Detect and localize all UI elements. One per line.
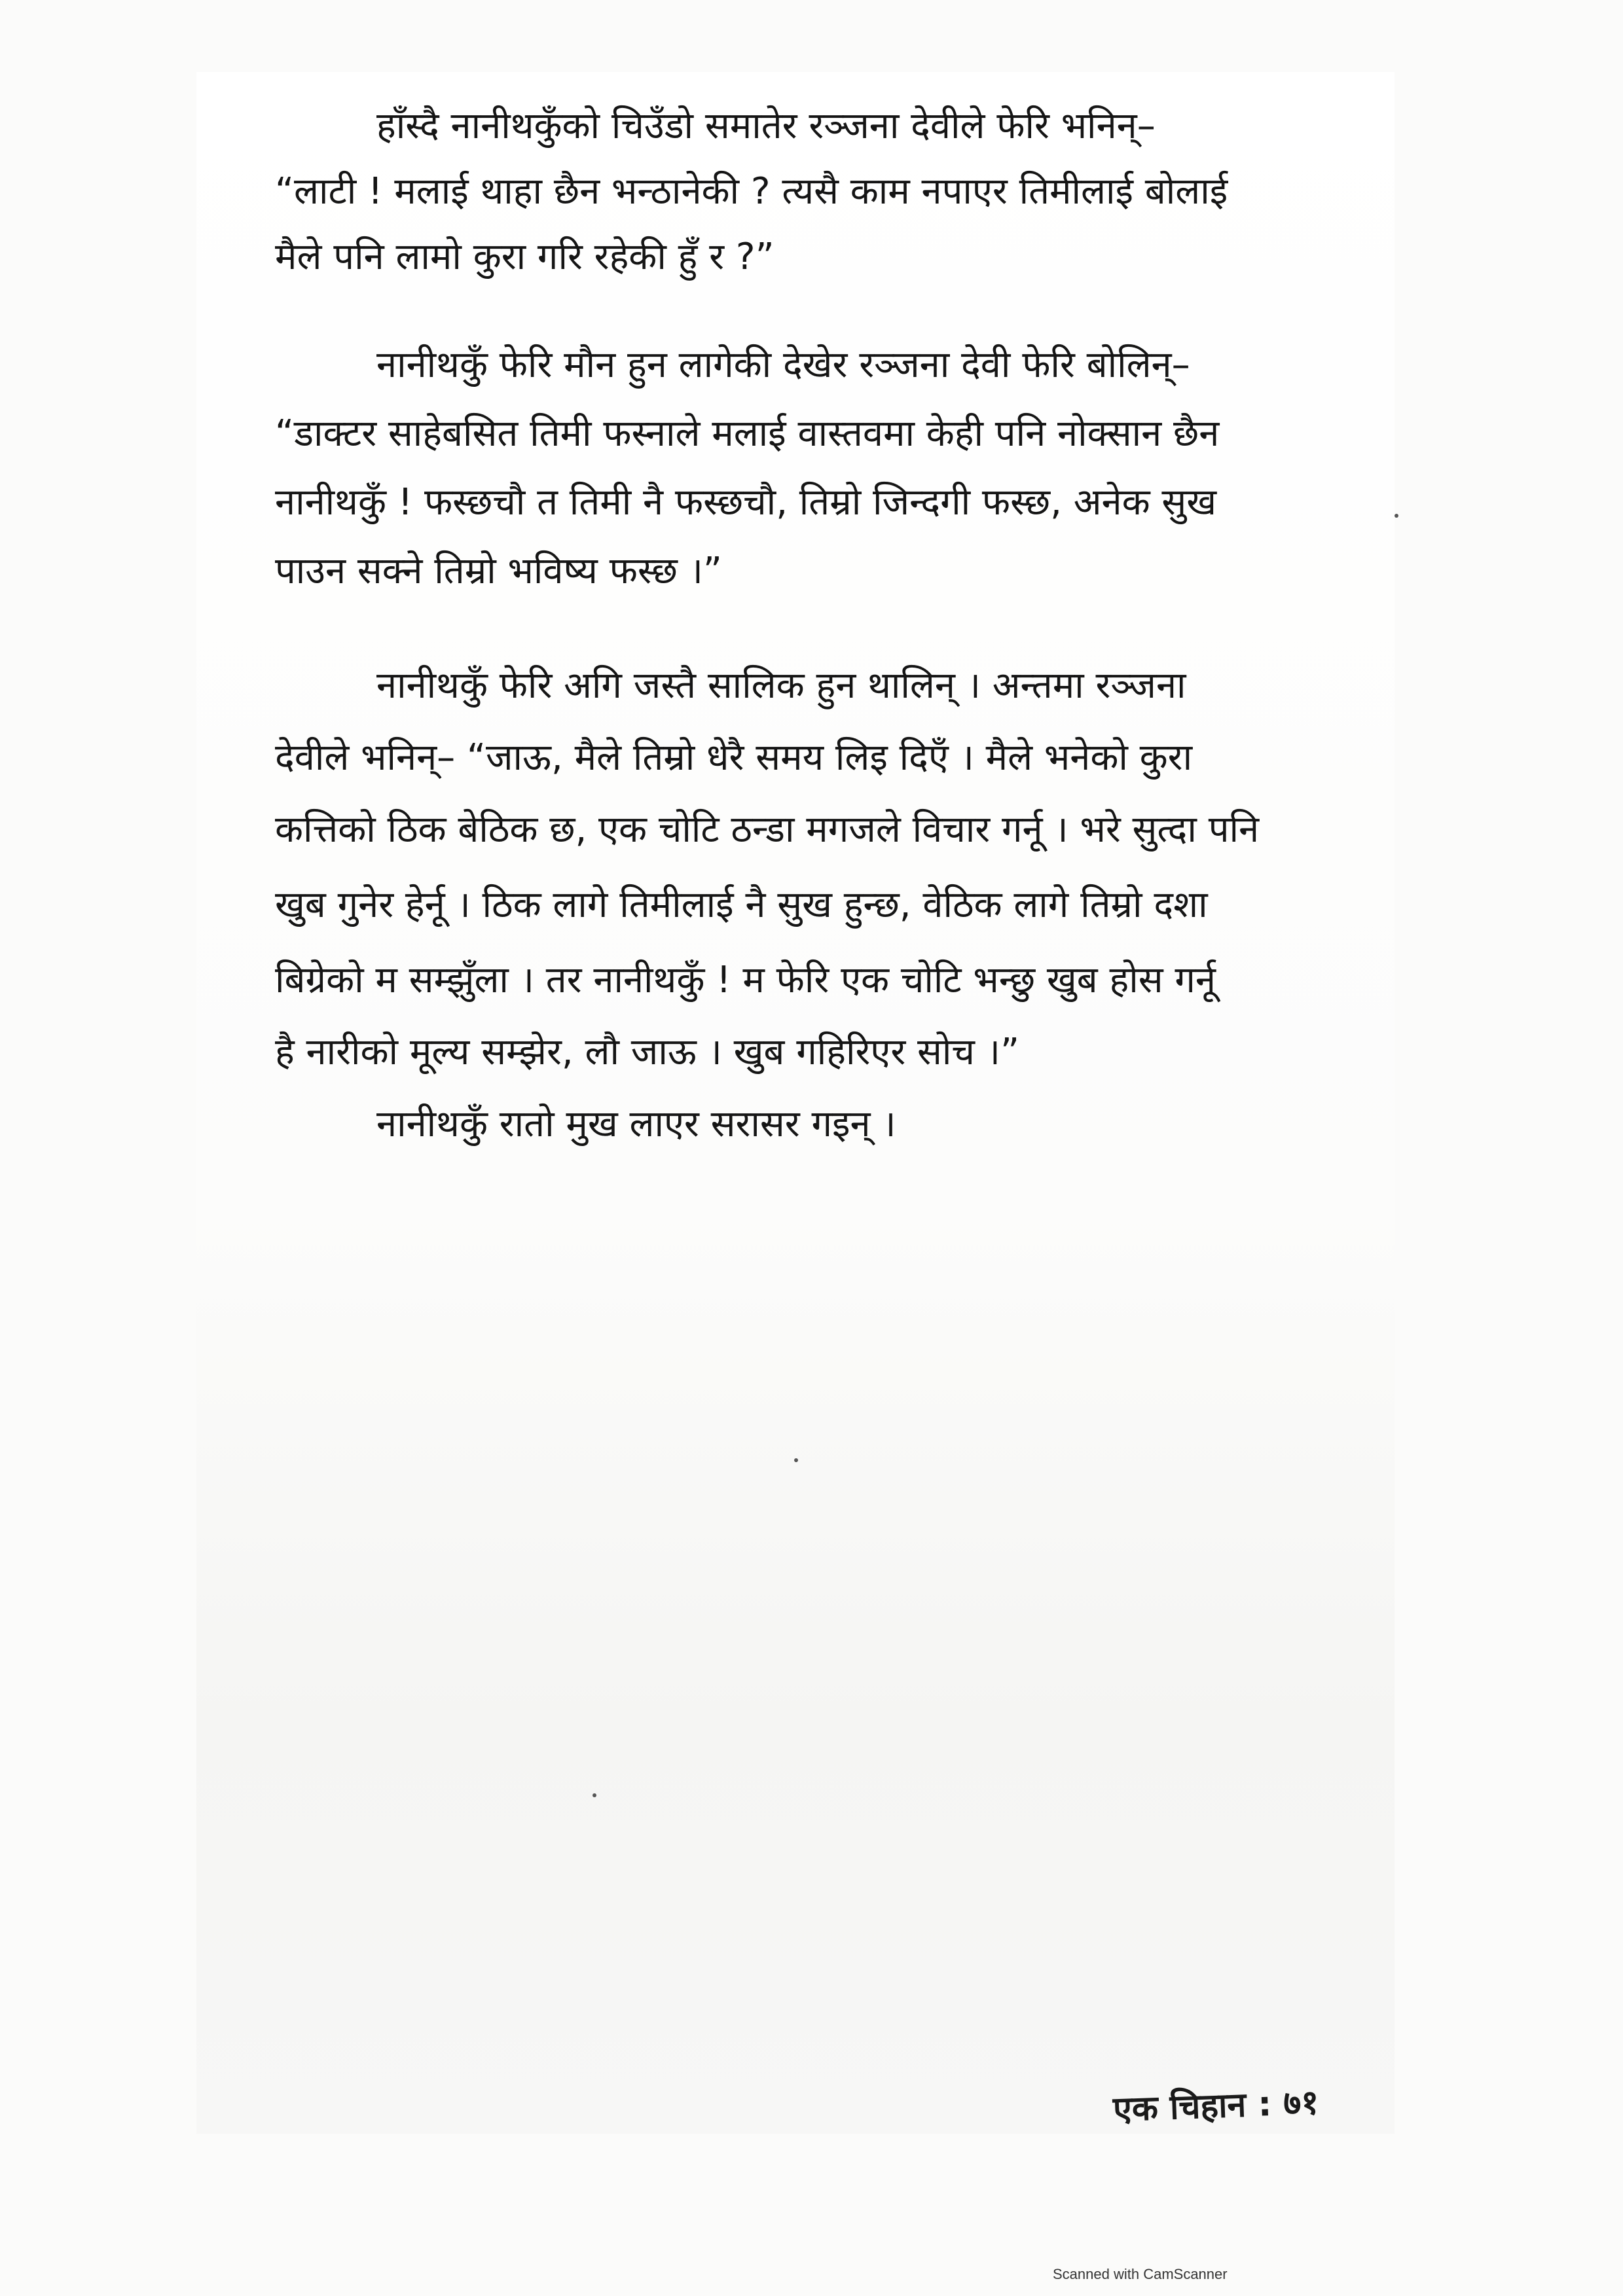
text-line: नानीथकुँ ! फस्छचौ त तिमी नै फस्छचौ, तिम्रो जिन्दगी फस्छ, अनेक सुख — [275, 481, 1217, 524]
page-footer: एक चिहान : ७१ — [1112, 2083, 1320, 2130]
text-line: पाउन सक्ने तिम्रो भविष्य फस्छ ।” — [275, 550, 722, 592]
text-line: “लाटी ! मलाई थाहा छैन भन्ठानेकी ? त्यसै काम नपाएर तिमीलाई बोलाई — [275, 170, 1228, 213]
text-line: है नारीको मूल्य सम्झेर, लौ जाऊ । खुब गहिरिएर सोच ।” — [275, 1031, 1020, 1073]
text-line: कत्तिको ठिक बेठिक छ, एक चोटि ठन्डा मगजले विचार गर्नू । भरे सुत्दा पनि — [275, 808, 1260, 851]
text-line: खुब गुनेर हेर्नू । ठिक लागे तिमीलाई नै सुख हुन्छ, वेठिक लागे तिम्रो दशा — [275, 884, 1208, 926]
text-line: हाँस्दै नानीथकुँको चिउँडो समातेर रञ्जना देवीले फेरि भनिन्– — [376, 105, 1156, 147]
scan-speck — [794, 1458, 798, 1462]
text-line: नानीथकुँ फेरि मौन हुन लागेकी देखेर रञ्जना देवी फेरि बोलिन्– — [376, 344, 1190, 386]
scan-speck — [593, 1793, 596, 1797]
text-line: नानीथकुँ रातो मुख लाएर सरासर गइन् । — [376, 1103, 896, 1145]
text-line: “डाक्टर साहेबसित तिमी फस्नाले मलाई वास्तवमा केही पनि नोक्सान छैन — [275, 412, 1220, 455]
scan-speck — [1395, 514, 1398, 518]
text-line: मैले पनि लामो कुरा गरि रहेकी हुँ र ?” — [275, 236, 775, 278]
text-line: नानीथकुँ फेरि अगि जस्तै सालिक हुन थालिन् । अन्तमा रञ्जना — [376, 664, 1186, 707]
scanner-watermark: Scanned with CamScanner — [1053, 2266, 1228, 2282]
text-line: देवीले भनिन्– “जाऊ, मैले तिम्रो धेरै समय लिइ दिएँ । मैले भनेको कुरा — [275, 736, 1193, 779]
text-line: बिग्रेको म सम्झुँला । तर नानीथकुँ ! म फेरि एक चोटि भन्छु खुब होस गर्नू — [275, 959, 1216, 1001]
